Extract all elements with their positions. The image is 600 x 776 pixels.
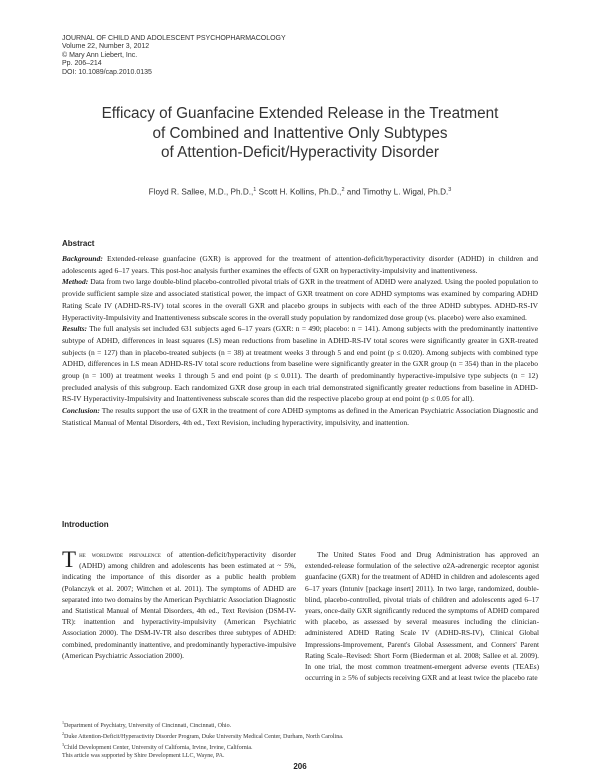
abstract-conclusion [62,405,538,428]
footnote-2-text: Duke Attention-Deficit/Hyperactivity Disorder Program, Duke University Medical Center, Durham, North Carolina. [64,734,344,740]
footnote-3-mark: 3 [62,742,64,747]
journal-pages: Pp. 206–214 [62,60,102,68]
intro-paragraph-1 [62,549,296,661]
author-list [40,187,560,197]
author-1-affiliation: 1 [253,187,257,193]
article-title [40,104,560,163]
method-label: Method: [62,277,89,287]
conclusion-text: The results support the use of GXR in the treatment of core ADHD symptoms as defined in the American Psychiatric Association Diagnostic and Statistical Manual of Mental Disorders, 4th ed., Text Revision, including hyperactivity, impulsivity, and inattention. [62,406,538,427]
results-label: Results: [62,324,88,334]
author-2-affiliation: 2 [341,187,345,193]
abstract-heading: Abstract [62,239,95,248]
title-line-2: of Combined and Inattentive Only Subtypes [152,124,448,142]
abstract-section [62,239,538,429]
drop-cap: T [62,547,77,572]
intro-paragraph-1-text: of attention-deficit/hyperactivity disorder (ADHD) among children and adolescents has been estimated at ~ 5%, indicating the importance of this disorder as a public health problem (Polanczyk et al. 2007; Wittchen et al. 2011). The symptoms of ADHD are separated into two domains by the American Psychiatric Association Diagnostic and Statistical Manual of Mental Disorders, 4th ed., Text Revision (DSM-IV-TR): inattention and hyperactivity-impulsivity (American Psychiatric Association 2000). The DSM-IV-TR also describes three subtypes of ADHD: combined, predominantly inattentive, and predominantly hyperactive-impulsive (American Psychiatric Association 2000). [62,550,296,660]
author-1: Floyd R. Sallee, M.D., Ph.D., [148,187,254,197]
footnote-3-text: Child Development Center, University of California, Irvine, Irvine, California. [64,745,253,751]
results-text: The full analysis set included 631 subjects aged 6–17 years (GXR: n = 490; placebo: n = 141). Among subjects with the predominantly inattentive subtype of ADHD, differences in least squares (LS) mean reductions from baseline in ADHD-RS-IV total scores were significantly greater in GXR-treated subjects (n = 127) than in placebo-treated subjects (n = 38) at treatment weeks 3 through 5 and end point (p ≤ 0.020). Among subjects with combined type ADHD, differences in LS mean ADHD-RS-IV total score reductions from baseline were significantly greater in the GXR group (n = 354) than in the placebo group (n = 100) at treatment weeks 1 through 5 and end point (p ≤ 0.011). The dearth of predominantly hyperactive-impulsive type subjects (n = 12) precluded analysis of this subgroup. Each randomized GXR dose group in each trial demonstrated significantly greater reductions from baseline in ADHD-RS-IV Hyperactivity-Impulsivity and Inattentiveness subscale scores than did the respective placebo group at end point (p ≤ 0.05 for all). [62,324,538,404]
title-line-3: of Attention-Deficit/Hyperactivity Disorder [161,144,439,161]
introduction-heading: Introduction [62,520,109,529]
abstract-method [62,276,538,323]
footnote-1-mark: 1 [62,720,64,725]
journal-name: JOURNAL OF CHILD AND ADOLESCENT PSYCHOPHARMACOLOGY [62,35,286,42]
footnotes [62,719,343,760]
method-text: Data from two large double-blind placebo-controlled pivotal trials of GXR in the treatment of ADHD were analyzed. Using the pooled population to provide sufficient sample size and associated statistical power, the impact of GXR treatment on core ADHD symptoms was examined by comparing ADHD Rating Scale IV (ADHD-RS-IV) total scores in the overall GXR and placebo groups in subjects with each of the three ADHD subtypes. ADHD-RS-IV Hyperactivity-Impulsivity and Inattentiveness subscale scores in the overall study population by randomized dose group (vs. placebo) were also examined. [62,277,538,322]
body-column-right [305,549,539,683]
footnote-2-mark: 2 [62,731,64,736]
footnote-2 [62,730,343,741]
author-2: Scott H. Kollins, Ph.D., [256,187,342,197]
title-line-1: Efficacy of Guanfacine Extended Release in the Treatment [101,105,499,122]
journal-volume: Volume 22, Number 3, 2012 [62,43,150,51]
intro-paragraph-2: The United States Food and Drug Administration has approved an extended-release formulation of the selective α2A-adrenergic receptor agonist guanfacine (GXR) for the treatment of ADHD in children and adolescents aged 6–17 years (Intuniv [package insert] 2011). In two large, randomized, double-blind, placebo-controlled, pivotal trials of children and adolescents aged 6–17 years, once-daily GXR significantly reduced the symptoms of ADHD compared with placebo, as assessed by several measures including the clinician-administered ADHD Rating Scale IV (ADHD-RS-IV), Clinical Global Impressions-Improvement, Parent's Global Assessment, and Conners' Parent Rating Scale–Revised: Short Form (Biederman et al. 2008; Sallee et al. 2009). In one trial, the most common treatment-emergent adverse events (TEAEs) occurring in ≥ 5% of subjects receiving GXR and at least twice the placebo rate [305,550,539,683]
lead-in-smallcaps: he worldwide prevalence [79,550,161,559]
background-text: Extended-release guanfacine (GXR) is approved for the treatment of attention-deficit/hyperactivity disorder (ADHD) in children and adolescents aged 6–17 years. This post-hoc analysis further examines the effects of GXR on hyperactivity-impulsivity and inattentiveness. [62,254,538,275]
footnote-1 [62,719,343,730]
author-3: and Timothy L. Wigal, Ph.D. [344,187,449,197]
footnote-funding: This article was supported by Shire Development LLC, Wayne, PA. [62,753,225,759]
abstract-background [62,253,538,276]
body-column-left [62,549,296,661]
conclusion-label: Conclusion: [62,406,100,416]
page-number: 206 [293,762,307,771]
background-label: Background: [62,254,103,263]
journal-header [62,35,286,77]
footnote-1-text: Department of Psychiatry, University of Cincinnati, Cincinnati, Ohio. [64,723,232,729]
journal-copyright: © Mary Ann Liebert, Inc. [62,51,138,59]
author-3-affiliation: 3 [448,187,452,193]
footnote-3 [62,741,343,752]
journal-doi: DOI: 10.1089/cap.2010.0135 [62,68,152,76]
abstract-results [62,323,538,405]
